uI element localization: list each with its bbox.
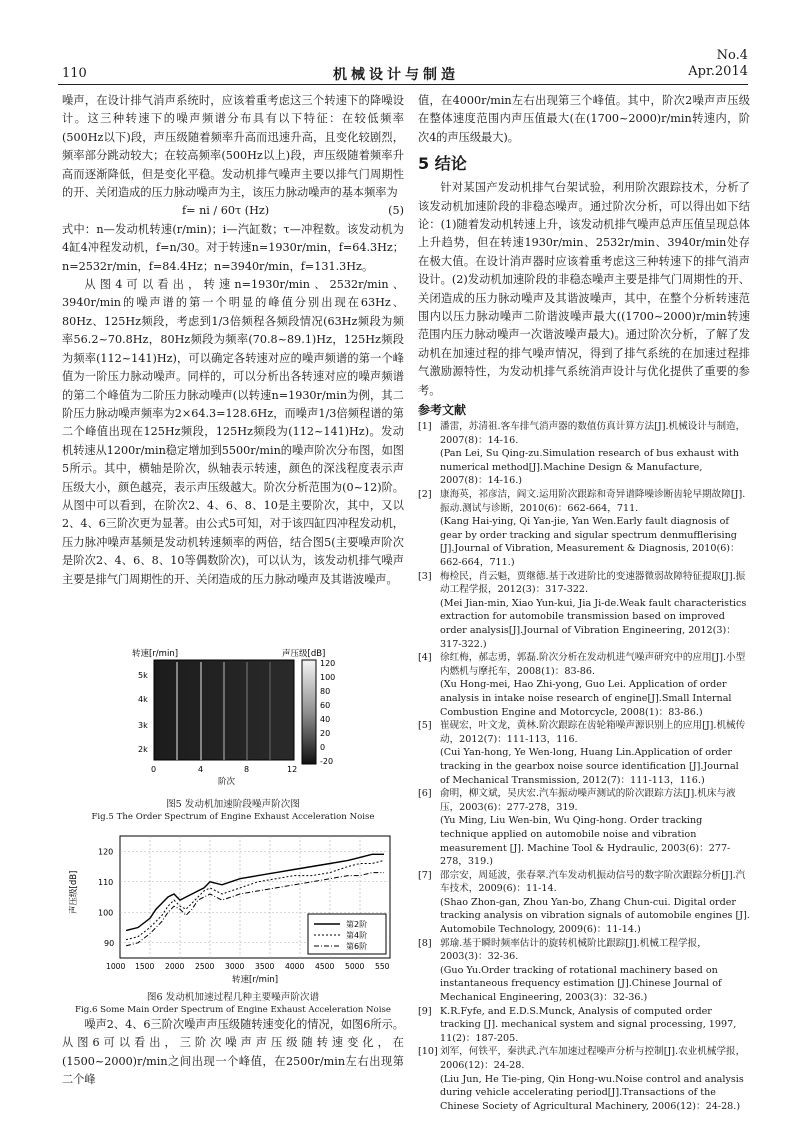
reference-number: [10] bbox=[418, 1046, 438, 1058]
references-title: 参考文献 bbox=[418, 403, 467, 418]
fig6-xticks bbox=[106, 962, 390, 971]
reference-cn: 崔砚宏，叶文龙，黄林.阶次跟踪在齿轮箱噪声源识别上的应用[J].机械传动，2012(7)：111-113，116. bbox=[440, 720, 746, 745]
fig6-caption-en: Fig.6 Some Main Order Spectrum of Engine Exhaust Acceleration Noise bbox=[75, 1005, 391, 1015]
reference-cn: 梅检民，肖云魁，贾继德.基于改进阶比的变速器微弱故障特征提取[J].振动工程学报，2012(3)：317-322. bbox=[440, 570, 746, 596]
page-number: 110 bbox=[62, 66, 87, 81]
reference-number: [1] bbox=[418, 421, 432, 433]
xtick: 4 bbox=[198, 765, 204, 774]
xtick: 2500 bbox=[195, 962, 215, 971]
paragraph: 噪声2、4、6三阶次噪声声压级随转速变化的情况，如图6所示。从图6可以看出，三阶次噪声声压级随转速变化，在(1500~2000)r/min之间出现一个峰值，在2500r/min左右出现第二个峰 bbox=[62, 1018, 404, 1087]
reference-number: [9] bbox=[418, 1005, 432, 1017]
fig6-ylabel: 声压级[dB] bbox=[69, 870, 79, 914]
legend-label: 第6阶 bbox=[346, 942, 368, 951]
paragraph: 从图4可以看出，转速n=1930r/min、2532r/min、3940r/min的噪声谱的第一个明显的峰值分别出现在63Hz、80Hz、125Hz频段，考虑到1/3倍频程各频段情况(63Hz频段为频率56.2~70.8Hz，80Hz频段为频率(70.8~89.1)Hz，125Hz频段为频率(112~141)Hz)，可以确定各转速对应的噪声频谱的第一个峰值为一阶压力脉动噪声。同样的，可以分析出各转速对应的噪声频谱的第二个峰值为二阶压力脉动噪声(以转速n=1930r/min为例，其二阶压力脉动噪声频率为2×64.3=128.6Hz，而噪声1/3倍频程谱的第二个峰值出现在125Hz频段，125Hz频段为(112~141)Hz)。发动机转速从1200r/min稳定增加到5500r/min的噪声阶次分布图，如图5所示。其中，横轴是阶次，纵轴表示转速，颜色的深浅程度表示声压级大小，颜色越亮，表示声压级越大。阶次分析范围为(0~12)阶。从图中可以看到，在阶次2、4、6、8、10是主要阶次，其中，又以2、4、6三阶次更为显著。由公式5可知，对于该四缸四冲程发动机，压力脉冲噪声基频是发动机转速频率的两倍，结合图5(主要噪声阶次是阶次2、4、6、8、10等偶数阶次)，可以认为，该发动机排气噪声主要是排气门周期性的开、关闭造成的压力脉动噪声及其谐波噪声。 bbox=[62, 278, 404, 586]
journal-title: 机械设计与制造 bbox=[333, 67, 459, 83]
reference-number: [2] bbox=[418, 489, 432, 501]
xtick: 550 bbox=[375, 962, 390, 971]
cbar-tick: 0 bbox=[320, 743, 326, 752]
reference-en: (Shao Zhon-gan, Zhou Yan-bo, Zhang Chun-cui. Digital order tracking analysis on vibration signals of automobile engines [J]. Automobile Technology, 2009(6)：11-14.) bbox=[440, 896, 750, 936]
reference-en: (Mei Jian-min, Xiao Yun-kui, Jia Ji-de.Weak fault characteristics extraction for automobile transmission based on improved order analysis[J].Journal of Vibration Engineering, 2012(3)：317-322.) bbox=[440, 597, 747, 650]
fig5-yticks bbox=[138, 671, 148, 754]
cbar-tick: 40 bbox=[320, 715, 331, 724]
reference-number: [8] bbox=[418, 937, 432, 949]
ytick: 110 bbox=[98, 877, 114, 887]
reference-item bbox=[418, 869, 750, 937]
order-spectrum-lines bbox=[62, 832, 404, 987]
left-column bbox=[62, 92, 404, 589]
paragraph: 式中：n—发动机转速(r/min)；i—汽缸数；τ—冲程数。该发动机为4缸4冲程发动机，f=n/30。对于转速n=1930r/min，f=64.3Hz；n=2532r/min，f=84.4Hz；n=3940r/min，f=131.3Hz。 bbox=[62, 222, 404, 273]
reference-en: (Guo Yu.Order tracking of rotational machinery based on instantaneous frequency estimation [J].Chinese Journal of Mechanical Engineering, 2003(3)：32-36.) bbox=[440, 964, 722, 1004]
issue-number: No.4 bbox=[716, 48, 748, 63]
reference-number: [6] bbox=[418, 788, 432, 800]
reference-cn: K.R.Fyfe, and E.D.S.Munck, Analysis of computed order tracking [J]. mechanical system and signal processing, 1997, 11(2)：187-205. bbox=[440, 1005, 737, 1044]
left-column-bottom bbox=[62, 1016, 404, 1090]
cbar-tick: 120 bbox=[320, 659, 336, 668]
fig5-xlabel: 阶次 bbox=[218, 777, 236, 787]
reference-item bbox=[418, 488, 750, 570]
fig5-caption-en: Fig.5 The Order Spectrum of Engine Exhaust Acceleration Noise bbox=[91, 812, 375, 822]
xtick: 12 bbox=[287, 765, 298, 774]
legend-label: 第4阶 bbox=[346, 931, 368, 940]
ytick: 5k bbox=[138, 671, 148, 680]
fig6-xlabel: 转速[r/min] bbox=[232, 975, 279, 985]
fig5-ylabel: 转速[r/min] bbox=[132, 649, 179, 659]
reference-item bbox=[418, 787, 750, 869]
ytick: 4k bbox=[138, 695, 148, 704]
paragraph: 针对某国产发动机排气台架试验，利用阶次跟踪技术，分析了该发动机加速阶段的非稳态噪声。通过阶次分析，可以得出如下结论：(1)随着发动机转速上升，该发动机排气噪声总声压值呈现总体上升趋势，但在转速1930r/min、2532r/min、3940r/min处存在极大值。在设计消声器时应该着重考虑这三种转速下的排气消声设计。(2)发动机加速阶段的非稳态噪声主要是排气门周期性的开、关闭造成的压力脉动噪声及其谐波噪声，其中，在整个分析转速范围内以压力脉动噪声二阶谐波噪声最大((1700~2000)r/min转速范围内压力脉动噪声一次谐波噪声最大)。通过阶次分析，了解了发动机在加速过程的排气噪声情况，得到了排气系统的在加速过程排气激励源特性，为发动机排气系统消声设计与优化提供了重要的参考。 bbox=[418, 181, 750, 397]
reference-cn: 郭瑜.基于瞬时频率估计的旋转机械阶比跟踪[J].机械工程学报，2003(3)：32-36. bbox=[440, 937, 707, 963]
reference-item bbox=[418, 719, 750, 787]
xtick: 2000 bbox=[165, 962, 185, 971]
fig6-legend bbox=[308, 914, 386, 954]
figure-5 bbox=[62, 644, 404, 823]
xtick: 3500 bbox=[255, 962, 275, 971]
reference-en: (Xu Hong-mei, Hao Zhi-yong, Guo Lei. Application of order analysis in intake noise research of engine[J].Small Internal Combustion Engine and Motorcycle, 2008(1)：83-86.) bbox=[440, 679, 732, 718]
xtick: 4000 bbox=[285, 962, 305, 971]
ytick: 2k bbox=[138, 745, 148, 754]
xtick: 5000 bbox=[345, 962, 365, 971]
ytick: 120 bbox=[98, 847, 114, 857]
formula-5 bbox=[62, 202, 404, 220]
fig6-yticks bbox=[98, 847, 114, 948]
ytick: 90 bbox=[104, 938, 115, 948]
xtick: 1000 bbox=[106, 962, 126, 971]
xtick: 4500 bbox=[315, 962, 335, 971]
ytick: 3k bbox=[138, 721, 148, 730]
cbar-tick: -20 bbox=[320, 757, 334, 766]
formula-expression: f= ni / 60τ (Hz) bbox=[182, 204, 270, 218]
legend-label: 第2阶 bbox=[346, 920, 368, 929]
reference-item bbox=[418, 937, 750, 1005]
formula-number: (5) bbox=[388, 204, 404, 218]
reference-en: (Kang Hai-ying, Qi Yan-jie, Yan Wen.Early fault diagnosis of gear by order tracking and sigular spectrum denmufflerising [J].Journal of Vibration, Measurement & Diagnosis, 2010(6)：662-664，711.) bbox=[440, 516, 740, 569]
xtick: 8 bbox=[244, 765, 250, 774]
fig5-caption: 图5 发动机加速阶段噪声阶次图 bbox=[166, 799, 300, 810]
reference-en: (Liu Jun, He Tie-ping, Qin Hong-wu.Noise control and analysis during vehicle accelerating period[J].Transactions of the Chinese Society of Agricultural Machinery, 2006(12)：24-28.) bbox=[440, 1073, 744, 1112]
reference-item bbox=[418, 420, 750, 488]
reference-item bbox=[418, 651, 750, 719]
colorbar-ticks bbox=[320, 659, 335, 766]
reference-number: [5] bbox=[418, 720, 432, 732]
reference-item bbox=[418, 1005, 750, 1046]
right-column bbox=[418, 92, 750, 1113]
cbar-tick: 80 bbox=[320, 687, 331, 696]
reference-cn: 邵宗安，周延波，张春翠.汽车发动机振动信号的数字阶次跟踪分析[J].汽车技术，2009(6)：11-14. bbox=[440, 869, 746, 895]
reference-number: [4] bbox=[418, 652, 432, 664]
reference-item bbox=[418, 570, 750, 652]
reference-number: [3] bbox=[418, 570, 432, 582]
fig6-caption: 图6 发动机加速过程几种主要噪声阶次谱 bbox=[146, 992, 320, 1003]
ytick: 100 bbox=[98, 908, 114, 918]
reference-number: [7] bbox=[418, 869, 432, 881]
cbar-tick: 20 bbox=[320, 729, 331, 738]
cbar-tick: 60 bbox=[320, 701, 331, 710]
reference-cn: 徐红梅，郝志勇，郭磊.阶次分析在发动机进气噪声研究中的应用[J].小型内燃机与摩托车，2008(1)：83-86. bbox=[440, 652, 746, 677]
reference-en: (Cui Yan-hong, Ye Wen-long, Huang Lin.Application of order tracking in the gearbox noise source identification [J].Journal of Mechanical Transmission, 2012(7)：111-113，116.) bbox=[440, 747, 739, 786]
paragraph: 值，在4000r/min左右出现第三个峰值。其中，阶次2噪声声压级在整体速度范围内声压值最大(在(1700~2000)r/min转速内，阶次4的声压级最大)。 bbox=[418, 94, 750, 144]
reference-en: (Yu Ming, Liu Wen-bin, Wu Qing-hong. Order tracking technique applied on automobile noise and vibration measurement [J]. Machine Tool & Hydraulic, 2003(6)：277-278，319.) bbox=[440, 815, 731, 868]
paragraph: 噪声，在设计排气消声系统时，应该着重考虑这三个转速下的降噪设计。这三种转速下的噪声频谱分布具有以下特征：在较低频率(500Hz以下)段，声压级随着频率升高而迅速升高，且变化较剧烈，频率部分跳动较大；在较高频率(500Hz以上)段，声压级随着频率升高而逐渐降低，但是变化平稳。发动机排气噪声主要以排气门周期性的开、关闭造成的压力脉动噪声为主，该压力脉动噪声的基本频率为 bbox=[62, 94, 404, 200]
reference-list bbox=[418, 420, 750, 1113]
header-rule bbox=[58, 84, 748, 85]
fig5-cbar-label: 声压级[dB] bbox=[282, 649, 326, 659]
reference-cn: 俞明，柳文斌，吴庆宏.汽车振动噪声测试的阶次跟踪方法[J].机床与液压，2003(6)：277-278，319. bbox=[440, 788, 736, 813]
section-title: 5 结论 bbox=[418, 154, 467, 174]
reference-en: (Pan Lei, Su Qing-zu.Simulation research of bus exhaust with numerical method[J].Machine Design & Manufacture, 2007(8)：14-16.) bbox=[440, 448, 739, 487]
reference-cn: 康海英，祁彦洁，阎文.运用阶次跟踪和奇异谱降噪诊断齿轮早期故障[J].振动.测试与诊断，2010(6)：662-664，711. bbox=[440, 489, 746, 514]
issue-date: Apr.2014 bbox=[688, 64, 748, 79]
colorbar bbox=[302, 660, 316, 764]
order-spectrum-map bbox=[62, 644, 404, 794]
figure-6 bbox=[62, 832, 404, 1016]
fig5-xticks bbox=[151, 765, 297, 774]
reference-cn: 刘军，何铁平，秦洪武.汽车加速过程噪声分析与控制[J].农业机械学报，2006(12)：24-28. bbox=[440, 1046, 746, 1071]
xtick: 1500 bbox=[135, 962, 155, 971]
xtick: 3000 bbox=[225, 962, 245, 971]
xtick: 0 bbox=[151, 765, 157, 774]
cbar-tick: 100 bbox=[320, 673, 336, 682]
reference-item bbox=[418, 1045, 750, 1113]
reference-cn: 潘雷，苏清祖.客车排气消声器的数值仿真计算方法[J].机械设计与制造，2007(8)：14-16. bbox=[440, 421, 746, 446]
